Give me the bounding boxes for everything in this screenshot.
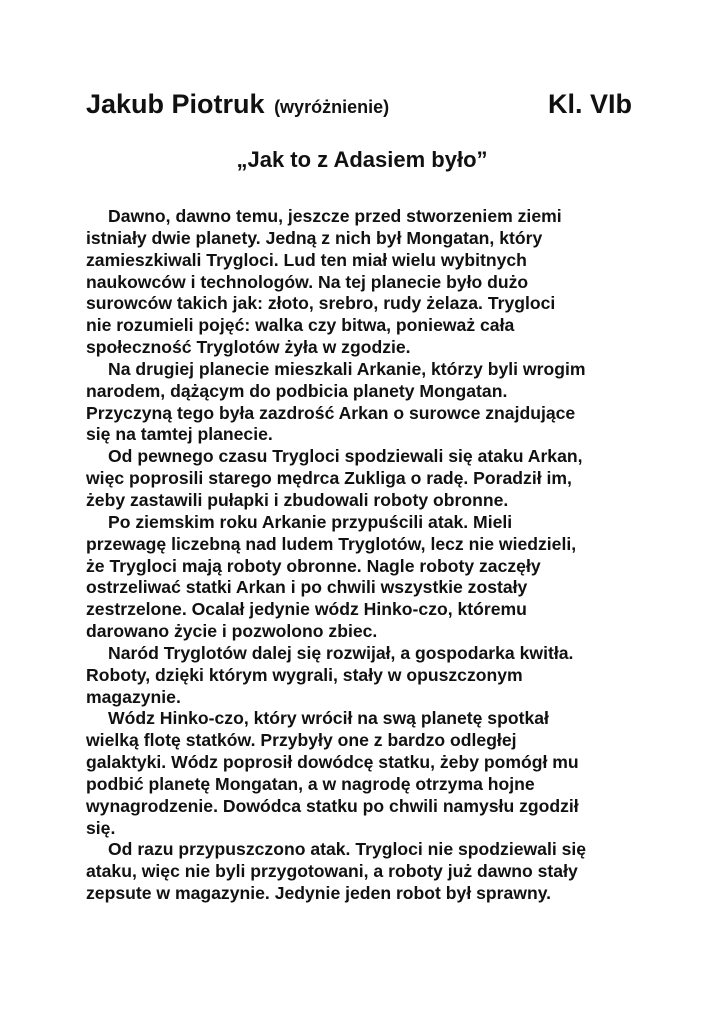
- text-line: żeby zastawili pułapki i zbudowali roboty obronne.: [86, 489, 509, 510]
- text-line: Naród Tryglotów dalej się rozwijał, a gospodarka kwitła.: [108, 642, 574, 663]
- text-line: galaktyki. Wódz poprosił dowódcę statku, żeby pomógł mu: [86, 752, 579, 773]
- text-line: nie rozumieli pojęć: walka czy bitwa, ponieważ cała: [86, 315, 515, 336]
- text-line: podbić planetę Mongatan, a w nagrodę otrzyma hojne: [86, 773, 535, 794]
- text-line: się.: [86, 817, 116, 838]
- text-line: zestrzelone. Ocalał jedynie wódz Hinko-czo, któremu: [86, 599, 527, 620]
- text-line: że Trygloci mają roboty obronne. Nagle roboty zaczęły: [86, 555, 541, 576]
- text-line: Od pewnego czasu Trygloci spodziewali się ataku Arkan,: [108, 446, 583, 467]
- text-line: darowano życie i pozwolono zbiec.: [86, 621, 378, 642]
- text-line: ostrzeliwać statki Arkan i po chwili wszystkie zostały: [86, 577, 528, 598]
- header: [86, 86, 632, 126]
- text-line: Dawno, dawno temu, jeszcze przed stworzeniem ziemi: [108, 206, 562, 226]
- text-line: magazynie.: [86, 686, 181, 707]
- author-line: [86, 86, 389, 125]
- text-line: zamieszkiwali Trygloci. Lud ten miał wielu wybitnych: [86, 249, 527, 270]
- text-line: przewagę liczebną nad ludem Tryglotów, lecz nie wiedzieli,: [86, 533, 577, 554]
- text-line: Roboty, dzięki którym wygrali, stały w opuszczonym: [86, 664, 523, 685]
- author-name: Jakub Piotruk: [86, 89, 265, 119]
- text-line: wynagrodzenie. Dowódca statku po chwili namysłu zgodził: [86, 795, 579, 816]
- text-line: się na tamtej planecie.: [86, 424, 273, 445]
- story-title: „Jak to z Adasiem było”: [236, 147, 488, 172]
- story-body: [86, 206, 646, 905]
- text-line: narodem, dążącym do podbicia planety Mongatan.: [86, 380, 508, 401]
- text-line: Wódz Hinko-czo, który wrócił na swą planetę spotkał: [108, 708, 549, 729]
- text-line: zepsute w magazynie. Jedynie jeden robot był sprawny.: [86, 883, 552, 904]
- text-line: naukowców i technologów. Na tej planecie było dużo: [86, 271, 529, 292]
- class-label: Kl. VIb: [547, 89, 632, 119]
- text-line: Na drugiej planecie mieszkali Arkanie, którzy byli wrogim: [108, 358, 586, 379]
- text-line: surowców takich jak: złoto, srebro, rudy żelaza. Trygloci: [86, 293, 556, 314]
- text-line: Przyczyną tego była zazdrość Arkan o surowce znajdujące: [86, 402, 576, 423]
- award-note: (wyróżnienie): [274, 97, 390, 117]
- text-line: Od razu przypuszczono atak. Trygloci nie spodziewali się: [108, 839, 587, 860]
- text-line: Po ziemskim roku Arkanie przypuścili atak. Mieli: [108, 511, 513, 532]
- text-line: społeczność Tryglotów żyła w zgodzie.: [86, 337, 411, 358]
- text-line: więc poprosili starego mędrca Zukliga o radę. Poradził im,: [86, 468, 572, 489]
- text-line: ataku, więc nie byli przygotowani, a roboty już dawno stały: [86, 861, 578, 882]
- text-line: wielką flotę statków. Przybyły one z bardzo odległej: [86, 730, 517, 751]
- text-line: istniały dwie planety. Jedną z nich był Mongatan, który: [86, 227, 543, 248]
